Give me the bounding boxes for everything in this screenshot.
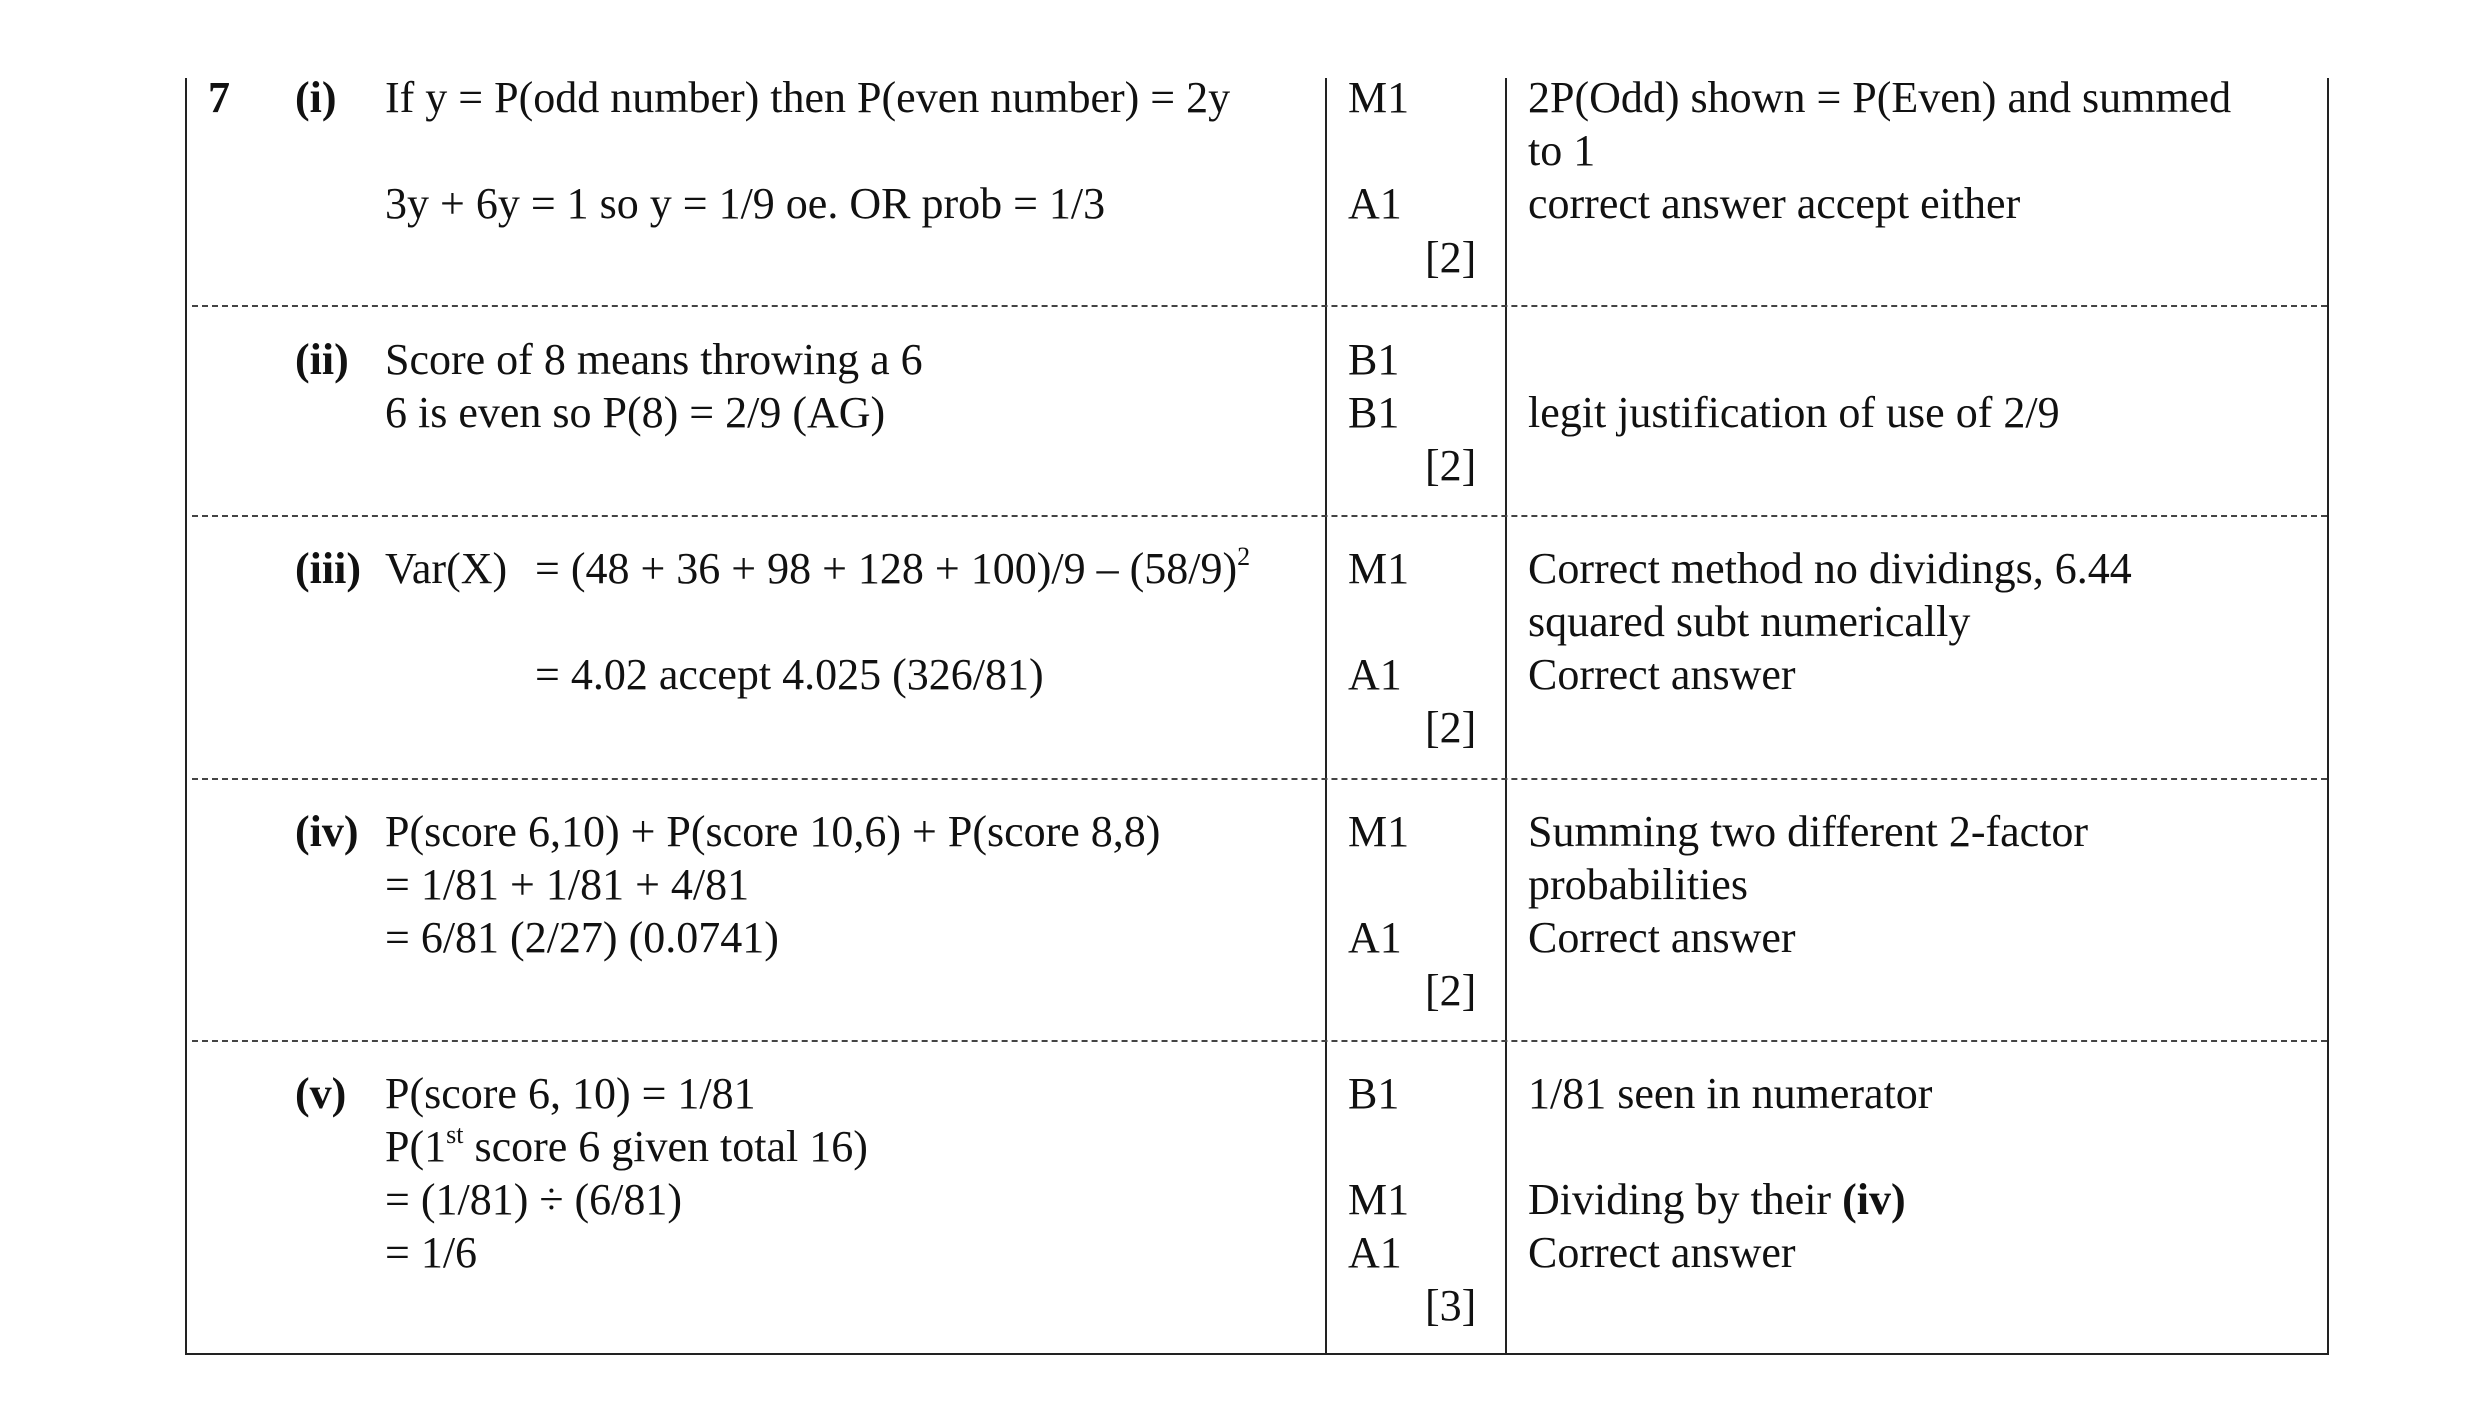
mark-total: [2] — [1425, 966, 1477, 1015]
mark-code: M1 — [1348, 807, 1410, 856]
column-divider-guidance — [1505, 78, 1507, 1353]
guidance-line: legit justification of use of 2/9 — [1528, 388, 2060, 437]
part-label: (ii) — [295, 335, 349, 384]
guidance-line: probabilities — [1528, 860, 1748, 909]
table-right-border — [2327, 78, 2329, 1353]
guidance-line: squared subt numerically — [1528, 597, 1971, 646]
guidance-line: correct answer accept either — [1528, 179, 2021, 228]
answer-line: P(score 6,10) + P(score 10,6) + P(score 8,8) — [385, 807, 1161, 856]
row-separator — [192, 305, 2327, 307]
table-bottom-border — [185, 1353, 2329, 1355]
mark-total: [2] — [1425, 441, 1477, 490]
part-label: (i) — [295, 73, 337, 122]
answer-line — [535, 543, 1250, 595]
mark-code: B1 — [1348, 388, 1400, 437]
table-left-border — [185, 78, 187, 1353]
conditional-rest: score 6 given total 16) — [463, 1122, 868, 1171]
mark-code: A1 — [1348, 179, 1402, 228]
answer-line — [385, 1121, 868, 1173]
answer-line: If y = P(odd number) then P(even number) = 2y — [385, 73, 1231, 122]
guidance-reference: (iv) — [1842, 1175, 1906, 1224]
mark-code: M1 — [1348, 1175, 1410, 1224]
mark-total: [3] — [1425, 1281, 1477, 1330]
answer-line: 3y + 6y = 1 so y = 1/9 oe. OR prob = 1/3 — [385, 179, 1106, 228]
answer-line: = 1/6 — [385, 1228, 478, 1277]
answer-line: = 6/81 (2/27) (0.0741) — [385, 913, 779, 962]
mark-total: [2] — [1425, 703, 1477, 752]
row-separator — [192, 1040, 2327, 1042]
answer-line: = 4.02 accept 4.025 (326/81) — [535, 650, 1044, 699]
variance-expression: = (48 + 36 + 98 + 128 + 100)/9 – (58/9) — [535, 544, 1238, 593]
guidance-line: Summing two different 2-factor — [1528, 807, 2089, 856]
guidance-line: Correct answer — [1528, 913, 1796, 962]
part-label: (iii) — [295, 544, 361, 593]
answer-line: = 1/81 + 1/81 + 4/81 — [385, 860, 750, 909]
ordinal-suffix: st — [446, 1120, 464, 1149]
guidance-line: 1/81 seen in numerator — [1528, 1069, 1933, 1118]
column-divider-marks — [1325, 78, 1327, 1353]
mark-total: [2] — [1425, 233, 1477, 282]
conditional-prefix: P(1 — [385, 1122, 447, 1171]
mark-code: M1 — [1348, 544, 1410, 593]
guidance-line: Correct answer — [1528, 650, 1796, 699]
mark-code: A1 — [1348, 1228, 1402, 1277]
guidance-line: Correct method no dividings, 6.44 — [1528, 544, 2132, 593]
mark-code: A1 — [1348, 913, 1402, 962]
guidance-line: 2P(Odd) shown = P(Even) and summed — [1528, 73, 2232, 122]
mark-code: B1 — [1348, 335, 1400, 384]
guidance-line: Correct answer — [1528, 1228, 1796, 1277]
row-separator — [192, 778, 2327, 780]
guidance-line: to 1 — [1528, 126, 1596, 175]
part-label: (iv) — [295, 807, 359, 856]
answer-line: 6 is even so P(8) = 2/9 (AG) — [385, 388, 886, 437]
superscript-square: 2 — [1237, 542, 1251, 571]
row-separator — [192, 515, 2327, 517]
question-number: 7 — [208, 73, 230, 122]
answer-line: Var(X) — [385, 544, 508, 593]
mark-code: B1 — [1348, 1069, 1400, 1118]
guidance-line — [1528, 1174, 1906, 1226]
guidance-text: Dividing by their — [1528, 1175, 1843, 1224]
answer-line: = (1/81) ÷ (6/81) — [385, 1175, 683, 1224]
mark-code: M1 — [1348, 73, 1410, 122]
part-label: (v) — [295, 1069, 347, 1118]
mark-code: A1 — [1348, 650, 1402, 699]
answer-line: P(score 6, 10) = 1/81 — [385, 1069, 756, 1118]
answer-line: Score of 8 means throwing a 6 — [385, 335, 923, 384]
